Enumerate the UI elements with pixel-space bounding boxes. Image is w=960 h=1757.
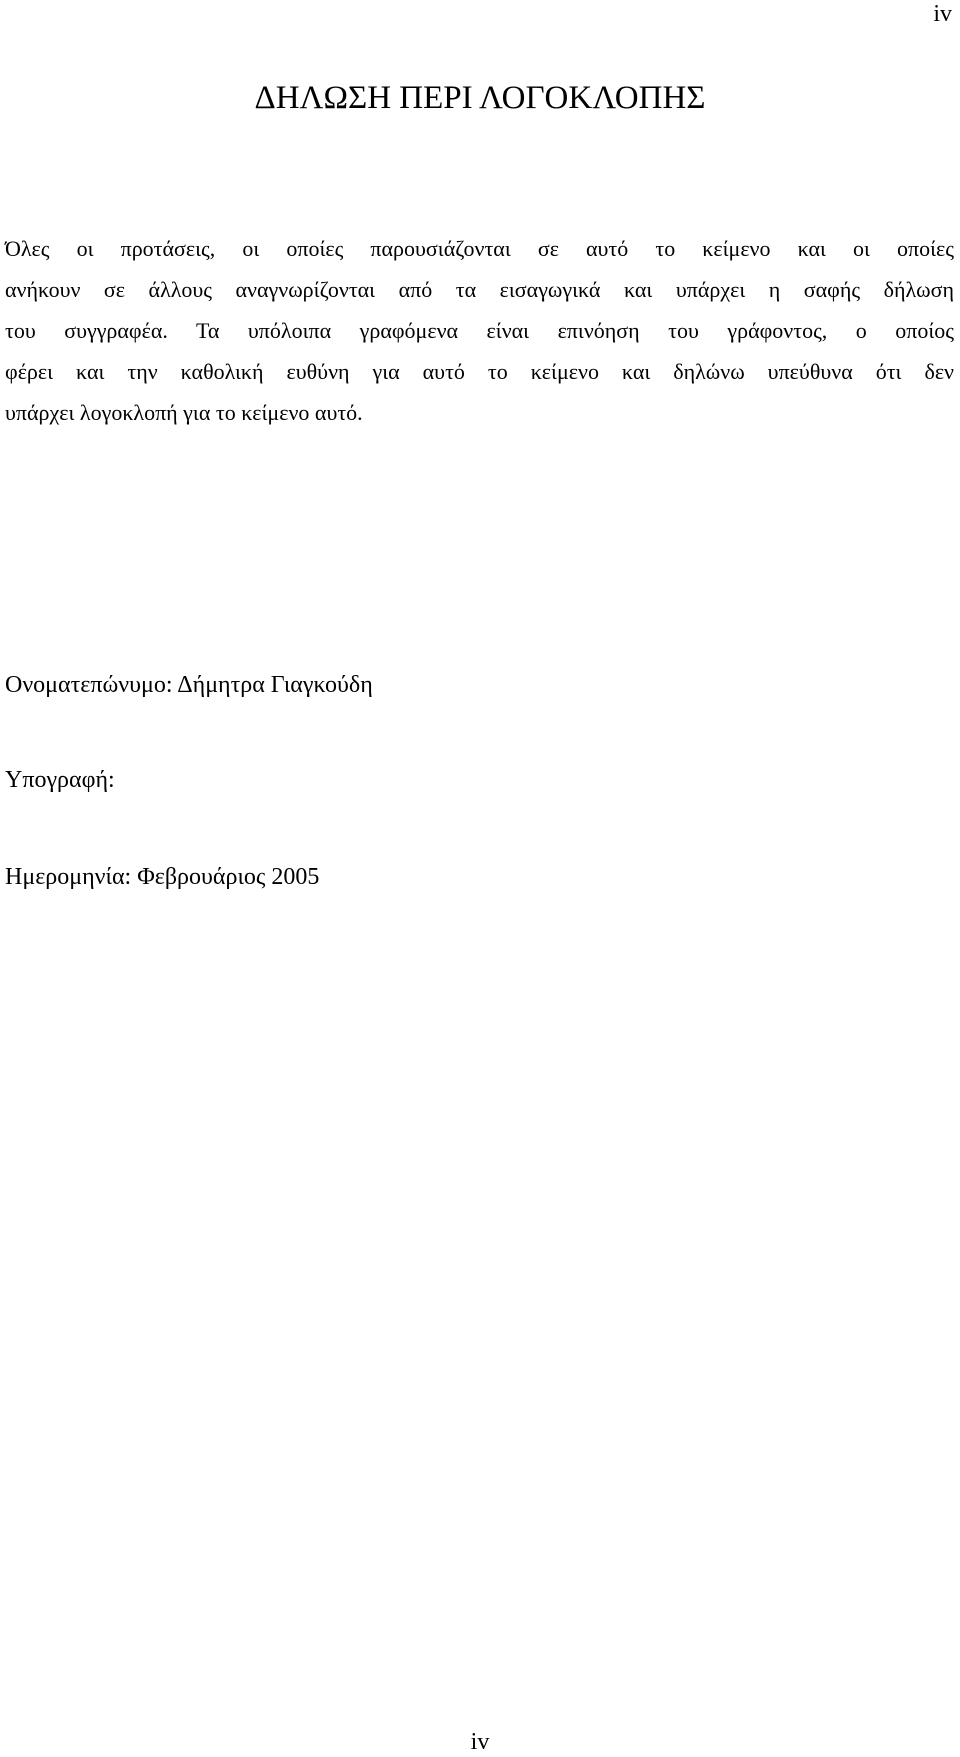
paragraph-line: φέρει και την καθολική ευθύνη για αυτό το κείμενο και δηλώνω υπεύθυνα ότι δεν <box>5 359 954 384</box>
page-title: ΔΗΛΩΣΗ ΠΕΡΙ ΛΟΓΟΚΛΟΠΗΣ <box>254 80 706 116</box>
paragraph-line: υπάρχει λογοκλοπή για το κείμενο αυτό. <box>5 400 363 425</box>
page-number-bottom: iv <box>470 1729 490 1755</box>
date-field: Ημερομηνία: Φεβρουάριος 2005 <box>5 864 320 890</box>
declaration-paragraph <box>5 228 954 433</box>
signature-field: Υπογραφή: <box>5 767 115 793</box>
paragraph-line: ανήκουν σε άλλους αναγνωρίζονται από τα εισαγωγικά και υπάρχει η σαφής δήλωση <box>5 277 954 302</box>
paragraph-line: Όλες οι προτάσεις, οι οποίες παρουσιάζονται σε αυτό το κείμενο και οι οποίες <box>5 236 954 261</box>
page-number-top: iv <box>933 1 952 27</box>
name-field: Ονοματεπώνυμο: Δήμητρα Γιαγκούδη <box>5 672 373 698</box>
paragraph-line: του συγγραφέα. Τα υπόλοιπα γραφόμενα είναι επινόηση του γράφοντος, ο οποίος <box>5 318 954 343</box>
